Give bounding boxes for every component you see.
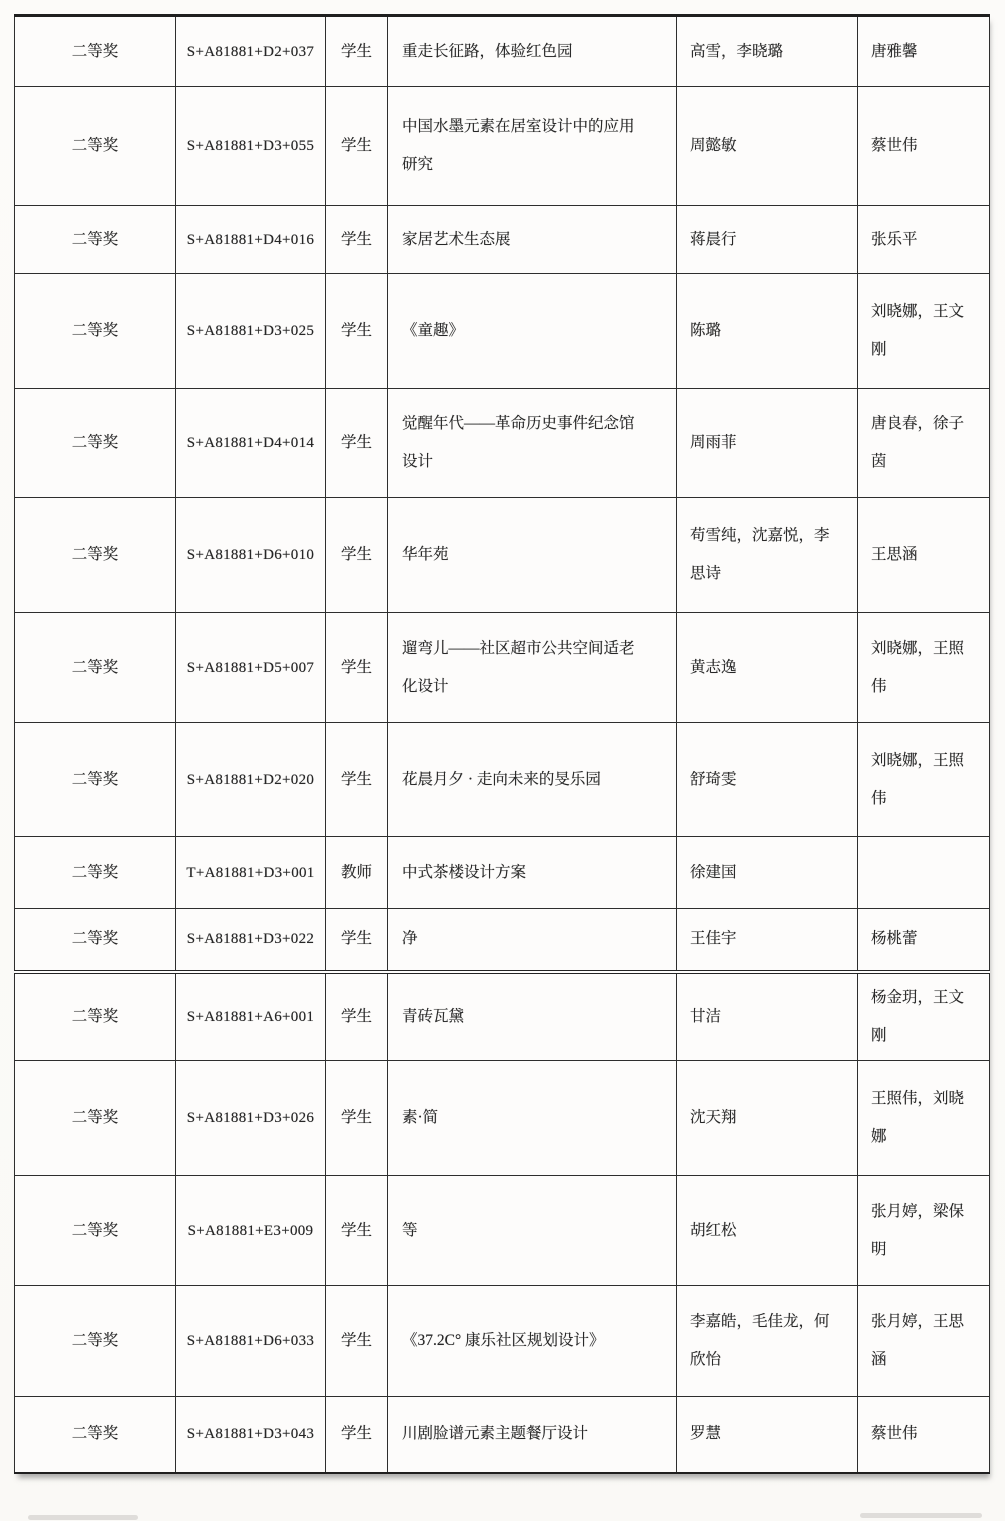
cell-title: 花晨月夕 · 走向未来的旻乐园 xyxy=(388,723,677,837)
cell-title: 觉醒年代——革命历史事件纪念馆设计 xyxy=(388,389,677,498)
cell-type: 学生 xyxy=(326,16,388,87)
cell-advisors: 唐雅馨 xyxy=(858,16,990,87)
cell-type: 学生 xyxy=(326,1176,388,1286)
cell-code: S+A81881+D2+020 xyxy=(176,723,326,837)
cell-authors: 舒琦雯 xyxy=(677,723,858,837)
table-row xyxy=(15,909,990,972)
cell-advisors: 刘晓娜，王照伟 xyxy=(858,613,990,723)
cell-code: S+A81881+D3+022 xyxy=(176,909,326,972)
table-row xyxy=(15,1286,990,1397)
cell-title: 中国水墨元素在居室设计中的应用研究 xyxy=(388,87,677,206)
awards-table-body xyxy=(15,16,990,1473)
cell-code: S+A81881+D2+037 xyxy=(176,16,326,87)
cell-type: 学生 xyxy=(326,389,388,498)
cell-advisors: 蔡世伟 xyxy=(858,1397,990,1473)
cell-award: 二等奖 xyxy=(15,1286,176,1397)
cell-type: 学生 xyxy=(326,972,388,1061)
cell-code: S+A81881+D3+026 xyxy=(176,1061,326,1176)
cell-type: 学生 xyxy=(326,87,388,206)
cell-award: 二等奖 xyxy=(15,1061,176,1176)
table-row xyxy=(15,1061,990,1176)
cell-authors: 高雪，李晓璐 xyxy=(677,16,858,87)
table-row xyxy=(15,972,990,1061)
cell-award: 二等奖 xyxy=(15,909,176,972)
cell-title: 重走长征路，体验红色园 xyxy=(388,16,677,87)
cell-type: 学生 xyxy=(326,613,388,723)
cell-type: 学生 xyxy=(326,1397,388,1473)
cell-authors: 甘洁 xyxy=(677,972,858,1061)
cell-advisors: 刘晓娜，王文刚 xyxy=(858,274,990,389)
cell-title: 华年苑 xyxy=(388,498,677,613)
cell-code: S+A81881+D5+007 xyxy=(176,613,326,723)
cell-code: S+A81881+D3+043 xyxy=(176,1397,326,1473)
cell-authors: 沈天翔 xyxy=(677,1061,858,1176)
cell-title: 家居艺术生态展 xyxy=(388,206,677,274)
cell-title: 青砖瓦黛 xyxy=(388,972,677,1061)
cell-authors: 周雨菲 xyxy=(677,389,858,498)
cell-advisors: 杨桃蕾 xyxy=(858,909,990,972)
cell-authors: 胡红松 xyxy=(677,1176,858,1286)
table-row xyxy=(15,1176,990,1286)
cell-authors: 王佳宇 xyxy=(677,909,858,972)
cell-award: 二等奖 xyxy=(15,613,176,723)
cell-authors: 蒋晨行 xyxy=(677,206,858,274)
cell-advisors: 蔡世伟 xyxy=(858,87,990,206)
cell-title: 遛弯儿——社区超市公共空间适老化设计 xyxy=(388,613,677,723)
cell-award: 二等奖 xyxy=(15,723,176,837)
scan-smudge xyxy=(28,1515,138,1520)
cell-advisors: 王思涵 xyxy=(858,498,990,613)
table-row xyxy=(15,274,990,389)
cell-award: 二等奖 xyxy=(15,498,176,613)
cell-title: 中式茶楼设计方案 xyxy=(388,837,677,909)
table-row xyxy=(15,723,990,837)
cell-award: 二等奖 xyxy=(15,206,176,274)
cell-authors: 黄志逸 xyxy=(677,613,858,723)
table-row xyxy=(15,498,990,613)
cell-award: 二等奖 xyxy=(15,1397,176,1473)
table-row xyxy=(15,206,990,274)
cell-code: S+A81881+D6+010 xyxy=(176,498,326,613)
cell-code: S+A81881+D6+033 xyxy=(176,1286,326,1397)
cell-award: 二等奖 xyxy=(15,837,176,909)
cell-code: T+A81881+D3+001 xyxy=(176,837,326,909)
cell-advisors: 王照伟，刘晓娜 xyxy=(858,1061,990,1176)
cell-authors: 周懿敏 xyxy=(677,87,858,206)
table-row xyxy=(15,16,990,87)
cell-award: 二等奖 xyxy=(15,274,176,389)
cell-type: 学生 xyxy=(326,909,388,972)
cell-title: 川剧脸谱元素主题餐厅设计 xyxy=(388,1397,677,1473)
cell-advisors: 唐良春，徐子茵 xyxy=(858,389,990,498)
cell-code: S+A81881+D3+055 xyxy=(176,87,326,206)
cell-authors: 徐建国 xyxy=(677,837,858,909)
table-row xyxy=(15,837,990,909)
cell-type: 学生 xyxy=(326,1286,388,1397)
cell-advisors: 张月婷，王思涵 xyxy=(858,1286,990,1397)
table-row xyxy=(15,613,990,723)
cell-code: S+A81881+D4+016 xyxy=(176,206,326,274)
cell-authors: 陈璐 xyxy=(677,274,858,389)
cell-authors: 苟雪纯，沈嘉悦，李思诗 xyxy=(677,498,858,613)
cell-type: 学生 xyxy=(326,1061,388,1176)
scan-smudge xyxy=(860,1513,982,1518)
table-row xyxy=(15,1397,990,1473)
awards-table xyxy=(14,14,990,1474)
cell-code: S+A81881+D4+014 xyxy=(176,389,326,498)
cell-award: 二等奖 xyxy=(15,972,176,1061)
cell-title: 净 xyxy=(388,909,677,972)
cell-type: 学生 xyxy=(326,723,388,837)
cell-title: 等 xyxy=(388,1176,677,1286)
cell-title: 《37.2C° 康乐社区规划设计》 xyxy=(388,1286,677,1397)
cell-award: 二等奖 xyxy=(15,87,176,206)
cell-advisors: 刘晓娜，王照伟 xyxy=(858,723,990,837)
cell-authors: 罗慧 xyxy=(677,1397,858,1473)
cell-authors: 李嘉皓，毛佳龙，何欣怡 xyxy=(677,1286,858,1397)
cell-award: 二等奖 xyxy=(15,16,176,87)
cell-title: 《童趣》 xyxy=(388,274,677,389)
cell-advisors: 张乐平 xyxy=(858,206,990,274)
cell-type: 学生 xyxy=(326,274,388,389)
cell-award: 二等奖 xyxy=(15,1176,176,1286)
table-row xyxy=(15,87,990,206)
cell-title: 素·简 xyxy=(388,1061,677,1176)
table-row xyxy=(15,389,990,498)
cell-code: S+A81881+E3+009 xyxy=(176,1176,326,1286)
cell-type: 学生 xyxy=(326,498,388,613)
cell-code: S+A81881+A6+001 xyxy=(176,972,326,1061)
cell-type: 学生 xyxy=(326,206,388,274)
cell-award: 二等奖 xyxy=(15,389,176,498)
cell-advisors: 张月婷，梁保明 xyxy=(858,1176,990,1286)
cell-type: 教师 xyxy=(326,837,388,909)
cell-advisors: 杨金玥，王文刚 xyxy=(858,972,990,1061)
cell-code: S+A81881+D3+025 xyxy=(176,274,326,389)
cell-advisors xyxy=(858,837,990,909)
